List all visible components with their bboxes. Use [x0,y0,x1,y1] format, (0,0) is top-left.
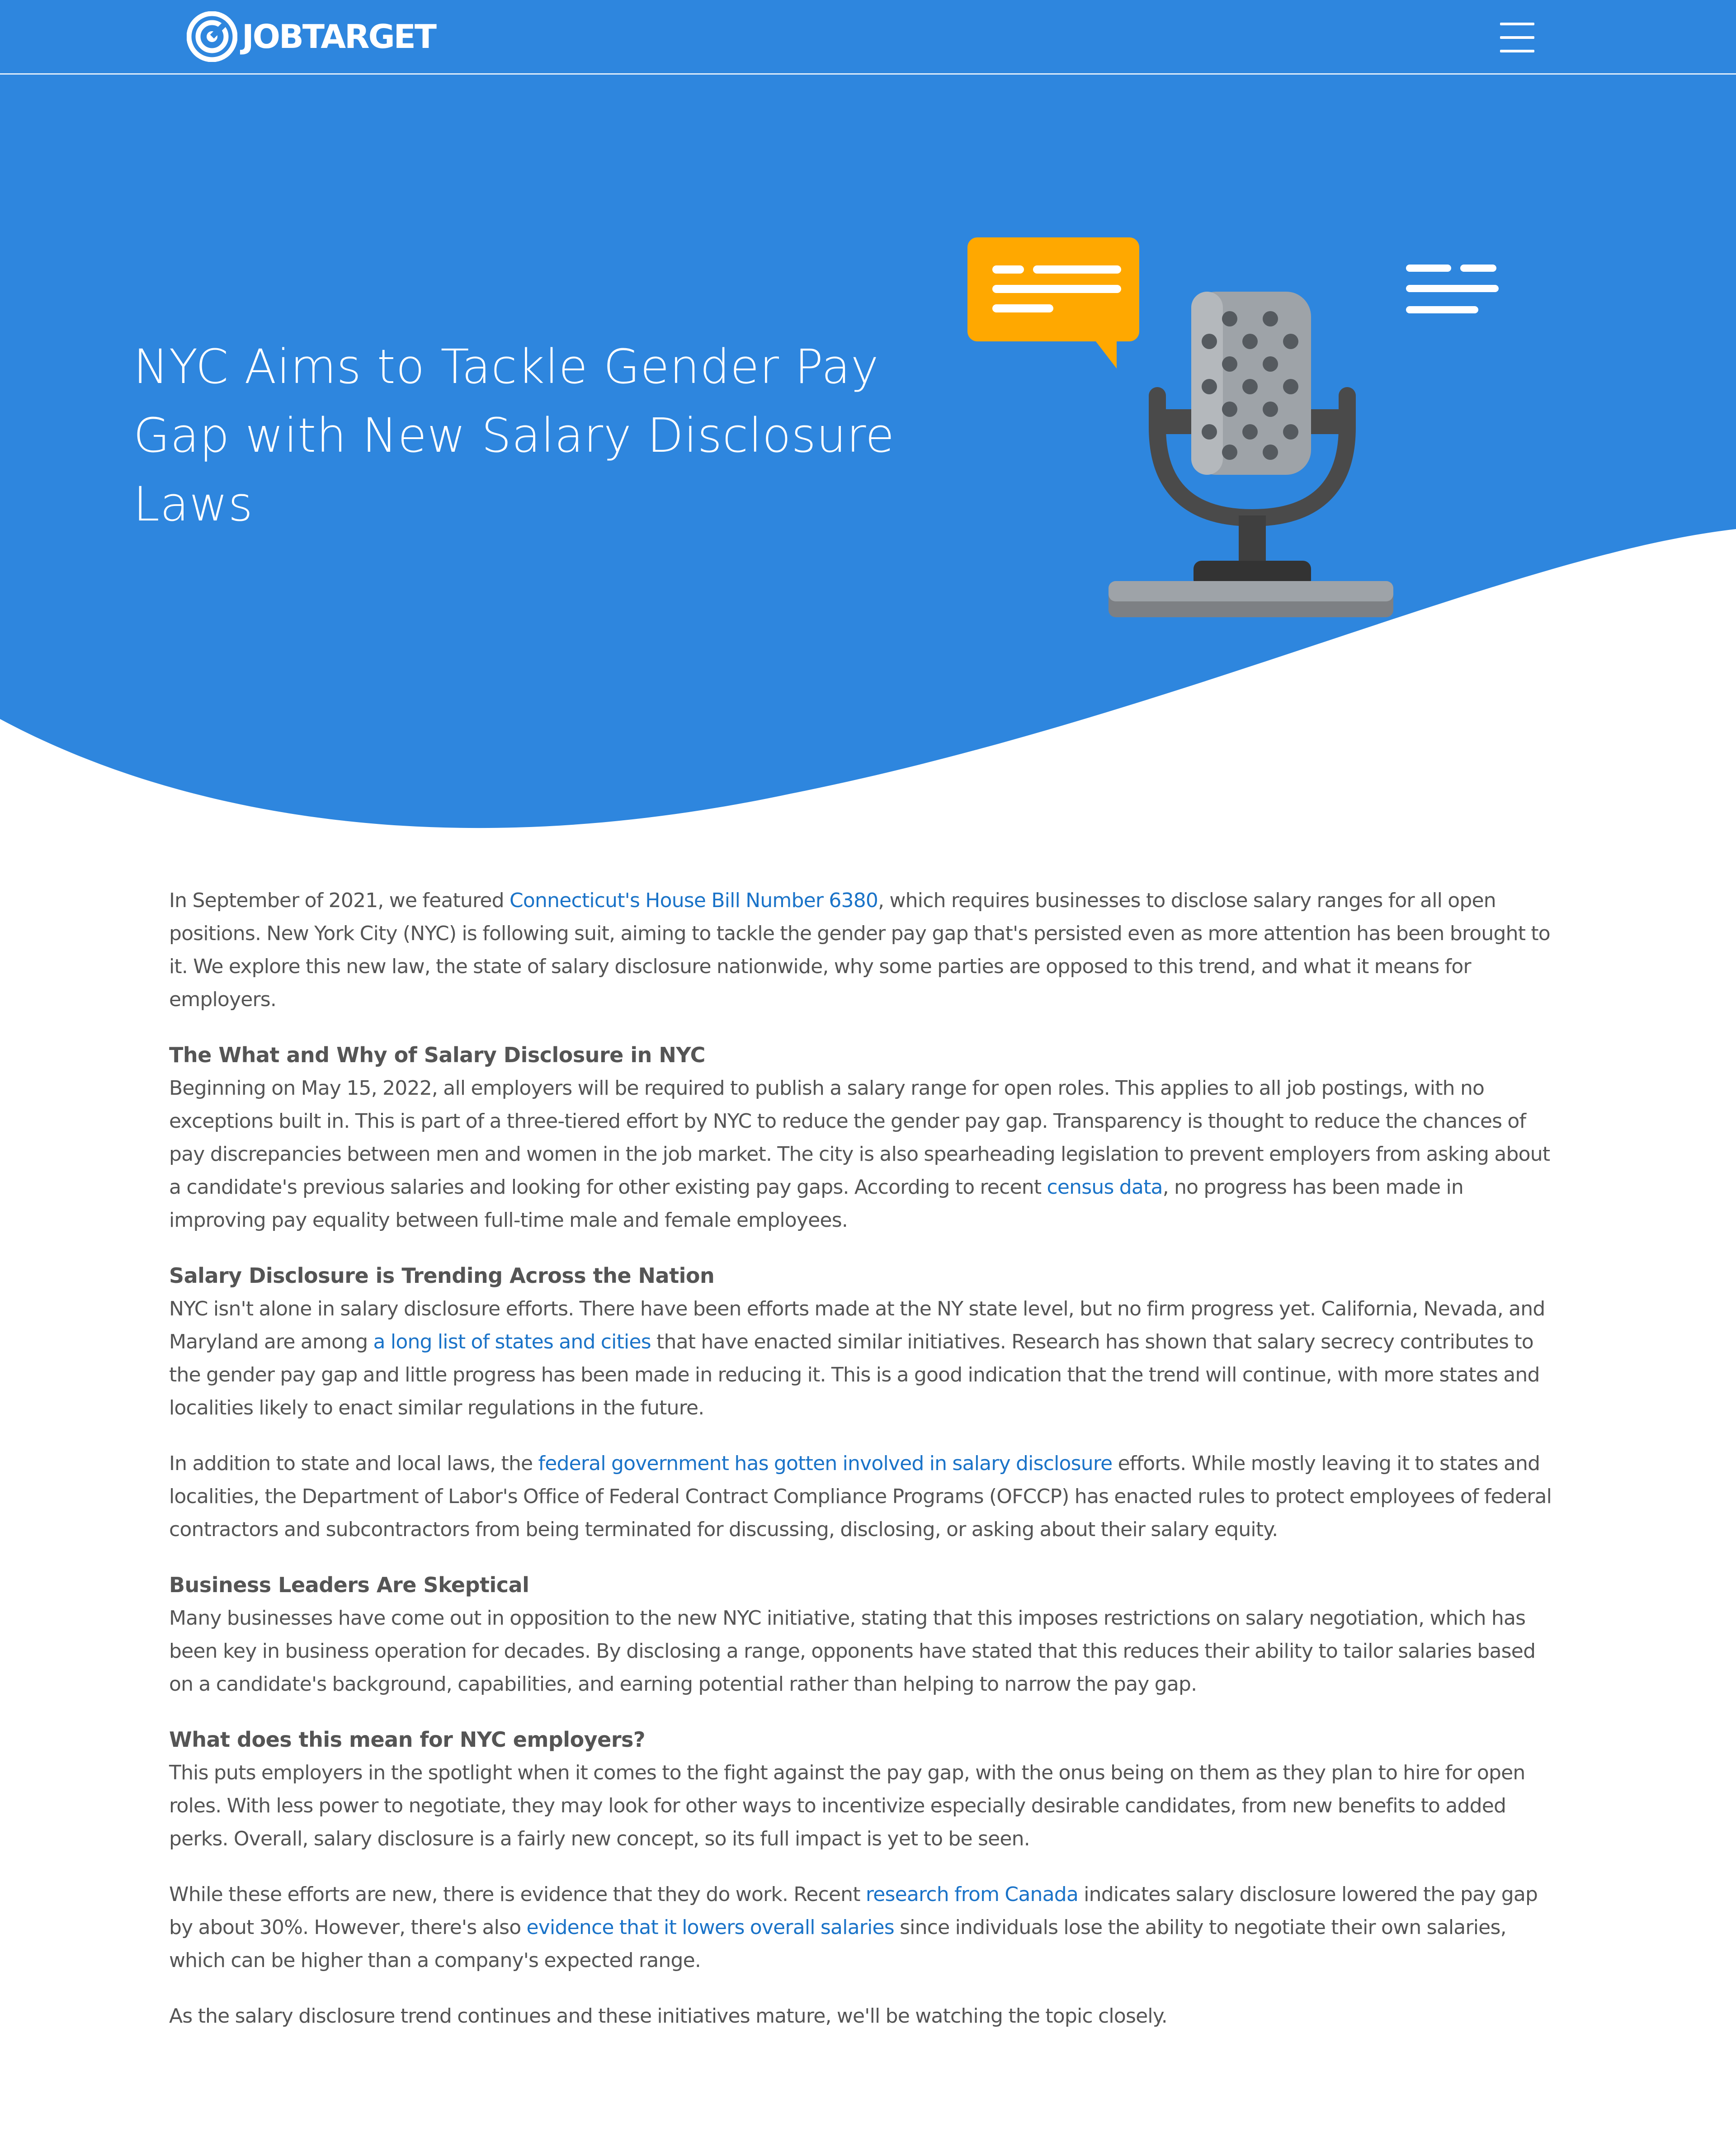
paragraph-text: As the salary disclosure trend continues and these initiatives mature, we'll be watching the topic closely. [169,2005,1167,2028]
section-heading-employers: What does this mean for NYC employers? [169,1727,646,1752]
paragraph-text: efforts. While mostly leaving it to states and localities, the Department of Labor's Office of Federal Contract Compliance Programs (OFCCP) has enacted rules to protect employees of federal contractors and subcontractors from being terminated for discussing, disclosing, or asking about their salary equity. [169,1452,1552,1541]
speech-bubble-icon [967,237,1139,369]
federal-government-link[interactable]: federal government has gotten involved in salary disclosure [538,1452,1113,1475]
research-canada-link[interactable]: research from Canada [865,1883,1079,1906]
states-and-cities-link[interactable]: a long list of states and cities [373,1330,651,1353]
paragraph-text: , no progress has been made in improving pay equality between full-time male and female employees. [169,1176,1464,1232]
connecticut-bill-link[interactable]: Connecticut's House Bill Number 6380 [509,889,878,912]
evidence-paragraph [169,1878,1557,1977]
section-paragraph-what-and-why [169,1072,1557,1237]
paragraph-text: that have enacted similar initiatives. Research has shown that salary secrecy contributes to the gender pay gap and little progress has been made in reducing it. This is a good indication that the trend will continue, with more states and localities likely to enact similar regulations in the future. [169,1330,1540,1419]
paragraph-text: In September of 2021, we featured [169,889,509,912]
section-paragraph-trending [169,1292,1557,1424]
top-navbar [0,0,1736,75]
paragraph-text: Beginning on May 15, 2022, all employers will be required to publish a salary range for open roles. This applies to all job postings, with no exceptions built in. This is part of a three-tiered effort by NYC to reduce the gender pay gap. Transparency is thought to reduce the chances of pay discrepancies between men and women in the job market. The city is also spearheading legislation to prevent employers from asking about a candidate's previous salaries and looking for other existing pay gaps. According to recent [169,1077,1550,1199]
paragraph-text: , which requires businesses to disclose salary ranges for all open positions. New York City (NYC) is following suit, aiming to tackle the gender pay gap that's persisted even as more attention has been brought to it. We explore this new law, the state of salary disclosure nationwide, why some parties are opposed to this trend, and what it means for employers. [169,889,1550,1011]
podcast-illustration [963,237,1524,644]
hero-banner [0,75,1736,834]
section-heading-skeptical: Business Leaders Are Skeptical [169,1573,529,1597]
microphone-icon [1109,292,1393,617]
lowers-salaries-link[interactable]: evidence that it lowers overall salaries [526,1916,894,1939]
intro-paragraph [169,884,1557,1016]
paragraph-text: This puts employers in the spotlight when it comes to the fight against the pay gap, with the onus being on them as they plan to hire for open roles. With less power to negotiate, they may look for other ways to incentivize especially desirable candidates, from new benefits to added perks. Overall, salary disclosure is a fairly new concept, so its full impact is yet to be seen. [169,1761,1525,1850]
page-title: NYC Aims to Tackle Gender Pay Gap with New Salary Disclosure Laws [133,339,895,532]
paragraph-text: While these efforts are new, there is evidence that they do work. Recent [169,1883,866,1906]
logo-wordmark: JOBTARGET [242,18,435,56]
hamburger-menu-icon[interactable] [1500,23,1534,52]
paragraph-text: NYC isn't alone in salary disclosure efforts. There have been efforts made at the NY state level, but no firm progress yet. California, Nevada, and Maryland are among [169,1297,1545,1353]
target-logo-icon [187,11,237,62]
paragraph-text: Many businesses have come out in opposition to the new NYC initiative, stating that this imposes restrictions on salary negotiation, which has been key in business operation for decades. By disclosing a range, opponents have stated that this reduces their ability to tailor salaries based on a candidate's background, capabilities, and earning potential rather than helping to narrow the pay gap. [169,1607,1536,1696]
article-body [169,884,1557,2055]
paragraph-text: since individuals lose the ability to negotiate their own salaries, which can be higher than a company's expected range. [169,1916,1506,1972]
paragraph-text: In addition to state and local laws, the [169,1452,538,1475]
text-lines-icon [1406,265,1499,313]
section-paragraph-employers [169,1756,1557,1855]
census-data-link[interactable]: census data [1047,1176,1163,1199]
section-paragraph-skeptical [169,1602,1557,1701]
federal-paragraph [169,1447,1557,1546]
section-heading-what-and-why: The What and Why of Salary Disclosure in NYC [169,1043,705,1067]
section-heading-trending: Salary Disclosure is Trending Across the Nation [169,1263,715,1288]
closing-paragraph [169,2000,1557,2033]
paragraph-text: indicates salary disclosure lowered the pay gap by about 30%. However, there's also [169,1883,1538,1939]
jobtarget-logo[interactable] [187,12,435,61]
